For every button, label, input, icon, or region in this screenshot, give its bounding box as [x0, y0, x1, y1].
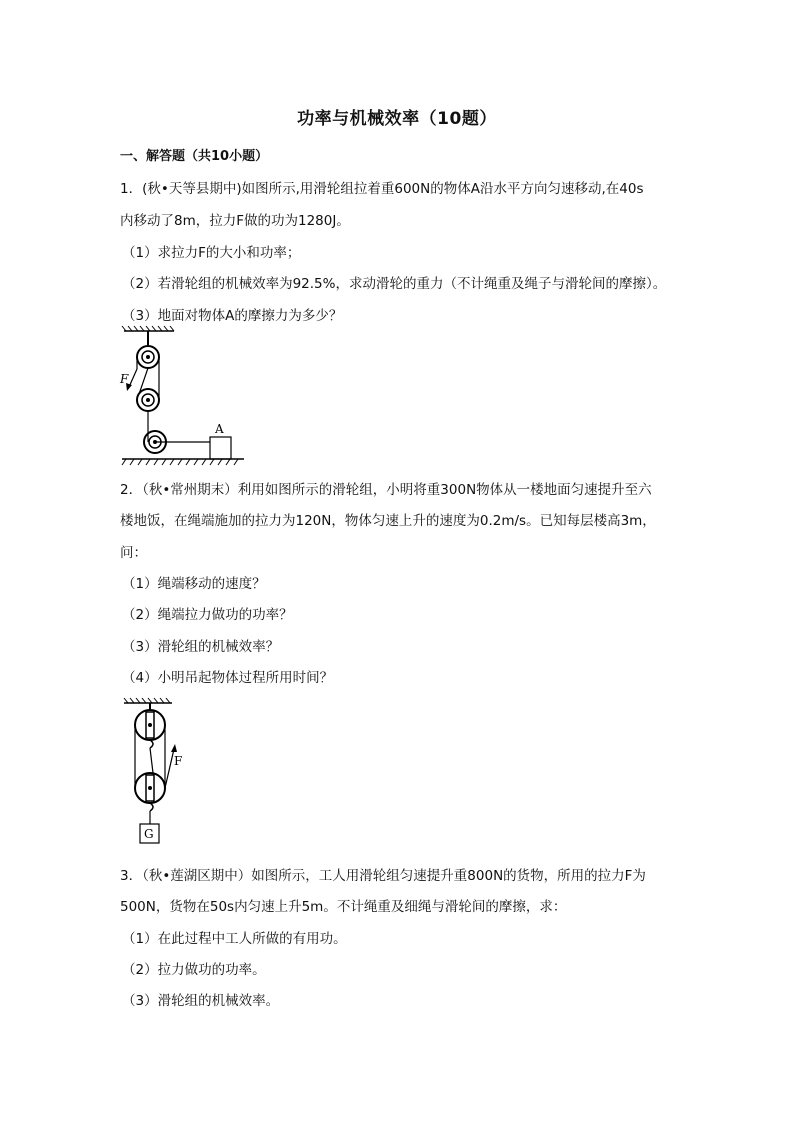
q1-sub-2: （2）若滑轮组的机械效率为92.5%，求动滑轮的重力（不计绳重及绳子与滑轮间的摩擦）。: [122, 276, 667, 292]
q3-sub-3: （3）滑轮组的机械效率。: [122, 993, 280, 1009]
q3-stem-line-2: 500N，货物在50s内匀速上升5m。不计绳重及细绳与滑轮间的摩擦，求：: [120, 899, 567, 915]
q3-sub-1: （1）在此过程中工人所做的有用功。: [122, 931, 347, 947]
q2-stem-line-2: 楼地饭，在绳端施加的拉力为120N，物体匀速上升的速度为0.2m/s。已知每层楼高3m，: [120, 513, 656, 529]
q2-pulley-figure: [118, 697, 208, 847]
q2-weight-label: G: [144, 827, 154, 841]
q2-sub-3: （3）滑轮组的机械效率？: [122, 639, 280, 655]
q2-force-label: F: [174, 754, 183, 768]
page-title: 功率与机械效率（10题）: [297, 109, 497, 129]
q1-sub-1: （1）求拉力F的大小和功率；: [122, 245, 301, 261]
q3-sub-2: （2）拉力做功的功率。: [122, 962, 266, 978]
q1-pulley-figure: [118, 325, 258, 470]
q1-stem-line-1: 1．(秋•天等县期中)如图所示,用滑轮组拉着重600N的物体A沿水平方向匀速移动,在40s: [120, 181, 644, 197]
q1-sub-3: （3）地面对物体A的摩擦力为多少？: [122, 308, 343, 324]
q2-sub-4: （4）小明吊起物体过程所用时间？: [122, 670, 334, 686]
q3-stem-line-1: 3．（秋•莲湖区期中）如图所示，工人用滑轮组匀速提升重800N的货物，所用的拉力F为: [120, 868, 646, 884]
q2-sub-1: （1）绳端移动的速度？: [122, 576, 266, 592]
q1-stem-line-2: 内移动了8m，拉力F做的功为1280J。: [120, 213, 350, 229]
q2-stem-line-3: 问：: [120, 545, 147, 561]
q1-block-label: A: [215, 422, 224, 436]
q2-stem-line-1: 2．（秋•常州期末）利用如图所示的滑轮组，小明将重300N物体从一楼地面匀速提升至六: [120, 482, 652, 498]
q2-sub-2: （2）绳端拉力做功的功率？: [122, 607, 293, 623]
section-heading: 一、解答题（共10小题）: [120, 149, 269, 164]
q1-force-label: F: [120, 372, 129, 386]
